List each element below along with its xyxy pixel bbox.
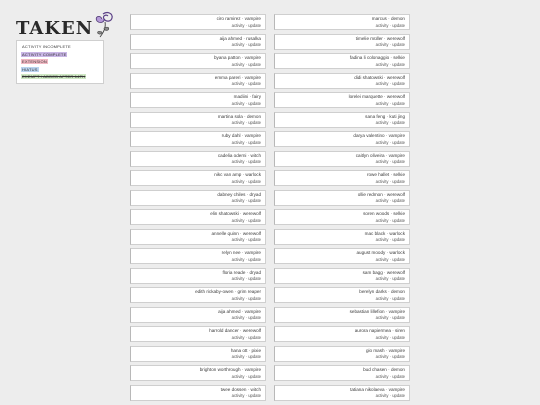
member-card [274, 151, 410, 167]
member-links[interactable]: activity · update [231, 276, 261, 282]
member-name[interactable]: dabney chiles · dryad [217, 191, 261, 197]
member-card [274, 34, 410, 50]
member-name[interactable]: edith rickaby-owen · grim reaper [195, 289, 261, 294]
member-name[interactable]: marcus · demon [371, 16, 405, 21]
member-name[interactable]: gio mash · vampire [365, 347, 405, 353]
member-name[interactable]: floria reade · dryad [222, 269, 261, 275]
member-links[interactable]: activity · update [375, 373, 405, 379]
member-name[interactable]: martina sola · demon [217, 113, 261, 119]
member-links[interactable]: activity · update [231, 393, 261, 399]
member-card [274, 385, 410, 401]
member-card [274, 209, 410, 225]
member-name[interactable]: tatiana nikolaeva · vampire [350, 386, 405, 392]
member-links[interactable]: activity · update [375, 276, 405, 282]
member-links[interactable]: activity · update [231, 295, 261, 301]
member-links[interactable]: activity · update [231, 373, 261, 379]
member-name[interactable]: elin shatowski · werewolf [210, 211, 261, 216]
member-name[interactable]: berelyn darks · demon [359, 289, 405, 294]
member-card [130, 229, 266, 245]
member-name[interactable]: caitlyn oliveira · vampire [355, 152, 405, 158]
member-links[interactable]: activity · update [375, 334, 405, 340]
member-card [130, 131, 266, 147]
member-name[interactable]: bud chasen · demon [363, 367, 405, 372]
member-links[interactable]: activity · update [375, 178, 405, 184]
status-legend [16, 40, 104, 84]
member-name[interactable]: timelie müller · werewolf [355, 35, 405, 41]
member-card [274, 346, 410, 362]
member-name[interactable]: cadelia oderni · witch [217, 152, 261, 158]
member-links[interactable]: activity · update [375, 81, 405, 87]
member-links[interactable]: activity · update [231, 334, 261, 340]
member-links[interactable]: activity · update [375, 61, 405, 67]
member-card [130, 73, 266, 89]
member-name[interactable]: emma pareri · vampire [214, 74, 261, 80]
member-card [274, 287, 410, 303]
member-card [274, 112, 410, 128]
member-name[interactable]: sebastian lillefion · vampire [349, 308, 405, 314]
member-name[interactable]: relyn nee · vampire [221, 250, 261, 255]
member-card [130, 34, 266, 50]
legend-activity-incomplete: ACTIVITY INCOMPLETE [22, 44, 71, 49]
member-links[interactable]: activity · update [375, 217, 405, 223]
member-name[interactable]: harrold dancer · werewolf [209, 328, 261, 333]
member-card [274, 365, 410, 381]
member-name[interactable]: fadina li colonaggio · selkie [349, 55, 405, 60]
member-name[interactable]: ruby dahl · vampire [221, 133, 261, 138]
member-card [274, 268, 410, 284]
member-card [130, 346, 266, 362]
member-name[interactable]: aija ahmed · vampire [218, 308, 261, 314]
logo-row [14, 10, 106, 40]
member-card [274, 131, 410, 147]
member-links[interactable]: activity · update [231, 139, 261, 145]
member-links[interactable]: activity · update [375, 354, 405, 360]
member-links[interactable]: activity · update [375, 315, 405, 321]
member-card [274, 14, 410, 30]
member-name[interactable]: darya valentino · vampire [353, 133, 405, 138]
member-card [274, 190, 410, 206]
member-card [274, 170, 410, 186]
member-card [130, 53, 266, 69]
rose-icon [90, 10, 120, 40]
member-name[interactable]: madiini · fairy [233, 94, 261, 99]
member-links[interactable]: activity · update [375, 237, 405, 243]
member-card [274, 229, 410, 245]
member-links[interactable]: activity · update [375, 295, 405, 301]
member-card [130, 92, 266, 108]
legend-hiatus: HIATUS [22, 66, 38, 72]
member-links[interactable]: activity · update [231, 22, 261, 28]
member-card [130, 151, 266, 167]
member-column-left [130, 14, 266, 404]
member-name[interactable]: sam bagg · werewolf [362, 269, 405, 275]
member-card [130, 14, 266, 30]
member-links[interactable]: activity · update [231, 354, 261, 360]
member-links[interactable]: activity · update [231, 61, 261, 67]
legend-activity-complete: ACTIVITY COMPLETE [22, 51, 67, 57]
member-card [274, 248, 410, 264]
member-name[interactable]: aurora napiermea · siren [354, 328, 405, 333]
member-links[interactable]: activity · update [375, 120, 405, 126]
member-links[interactable]: activity · update [231, 159, 261, 165]
sidebar [14, 10, 106, 40]
member-name[interactable]: annelle quinn · werewolf [211, 230, 261, 236]
member-links[interactable]: activity · update [231, 217, 261, 223]
member-card [130, 307, 266, 323]
member-links[interactable]: activity · update [375, 159, 405, 165]
member-name[interactable]: soren woods · selkie [363, 211, 405, 216]
member-links[interactable]: activity · update [375, 22, 405, 28]
member-links[interactable]: activity · update [231, 315, 261, 321]
member-links[interactable]: activity · update [231, 256, 261, 262]
legend-extension: EXTENSION [22, 59, 47, 65]
member-links[interactable]: activity · update [375, 42, 405, 48]
member-card [130, 209, 266, 225]
member-name[interactable]: twee dossen · witch [220, 386, 261, 392]
member-links[interactable]: activity · update [231, 42, 261, 48]
member-name[interactable]: aija ahmed · rusalka [219, 35, 261, 41]
member-name[interactable]: nikc van amp · warlock [214, 172, 261, 177]
member-name[interactable]: lorelei marquette · werewolf [348, 94, 405, 99]
member-links[interactable]: activity · update [231, 237, 261, 243]
member-card [130, 112, 266, 128]
member-links[interactable]: activity · update [231, 178, 261, 184]
member-links[interactable]: activity · update [231, 120, 261, 126]
member-name[interactable]: didi shatowski · werewolf [354, 74, 405, 80]
member-card [130, 268, 266, 284]
member-name[interactable]: ciro ramirez · vampire [216, 16, 261, 21]
member-links[interactable]: activity · update [231, 81, 261, 87]
legend-exempt: EXEMPT / ADDED AFTER 14TH [22, 74, 86, 80]
member-card [274, 73, 410, 89]
member-column-right [274, 14, 410, 404]
member-card [274, 92, 410, 108]
member-card [274, 53, 410, 69]
member-card [274, 307, 410, 323]
member-card [130, 365, 266, 381]
member-links[interactable]: activity · update [375, 100, 405, 106]
member-name[interactable]: august moody · warlock [356, 250, 405, 255]
member-name[interactable]: byana patton · vampire [214, 55, 261, 60]
member-name[interactable]: sana feng · kuti jing [365, 113, 405, 119]
member-card [130, 326, 266, 342]
member-links[interactable]: activity · update [375, 393, 405, 399]
member-card [130, 170, 266, 186]
member-card [274, 326, 410, 342]
member-card [130, 385, 266, 401]
member-name[interactable]: rowe hallet · selkie [366, 172, 405, 177]
member-name[interactable]: brighton worthrough · vampire [199, 367, 261, 372]
member-card [130, 248, 266, 264]
member-name[interactable]: ollie redmon · werewolf [357, 191, 405, 197]
member-card [130, 287, 266, 303]
member-name[interactable]: hana ott · pixie [230, 347, 261, 353]
member-name[interactable]: mac black · warlock [364, 230, 405, 236]
member-links[interactable]: activity · update [375, 256, 405, 262]
member-links[interactable]: activity · update [231, 100, 261, 106]
member-card [130, 190, 266, 206]
member-links[interactable]: activity · update [231, 198, 261, 204]
member-links[interactable]: activity · update [375, 139, 405, 145]
member-links[interactable]: activity · update [375, 198, 405, 204]
site-logo-title[interactable]: TAKEN [16, 18, 94, 39]
